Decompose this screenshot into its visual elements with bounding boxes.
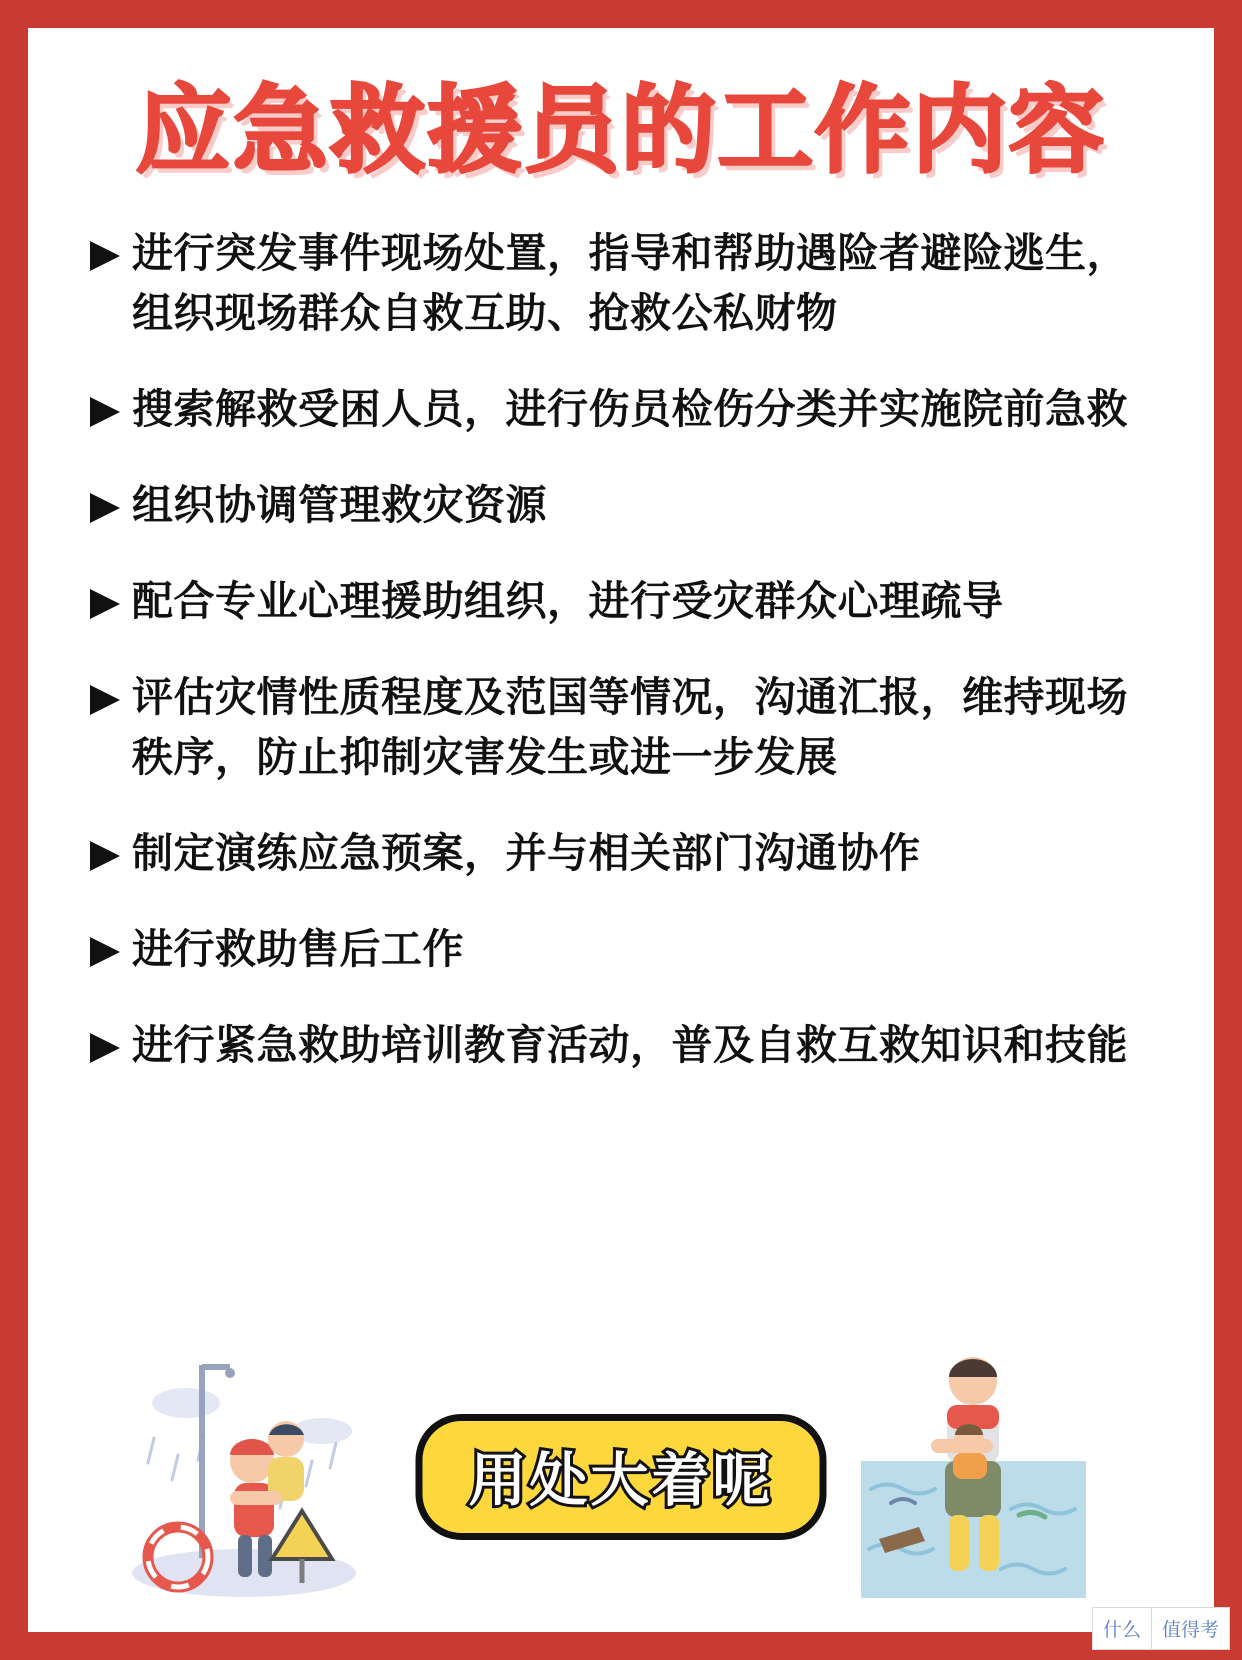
list-item-label: 评估灾情性质程度及范国等情况，沟通汇报，维持现场秩序，防止抑制灾害发生或进一步发展 [132, 672, 1128, 781]
list-item [88, 379, 1158, 439]
badge-label: 用处大着呢 [415, 1414, 826, 1540]
list-item-label: 配合专业心理援助组织，进行受灾群众心理疏导 [132, 576, 1004, 625]
list-item [88, 823, 1158, 883]
list-item [88, 667, 1158, 787]
triangle-bullet-icon [88, 571, 132, 621]
list-item [88, 919, 1158, 979]
watermark-part-one: 什么 [1102, 1619, 1141, 1641]
page-title: 应急救援员的工作内容 [135, 76, 1106, 186]
list-item-label: 组织协调管理救灾资源 [132, 480, 547, 529]
list-item-label: 搜索解救受困人员，进行伤员检伤分类并实施院前急救 [132, 384, 1128, 433]
rescue-in-rain-illustration [126, 1343, 366, 1598]
triangle-bullet-icon [88, 379, 132, 429]
watermark [1092, 1607, 1230, 1650]
list-item [88, 571, 1158, 631]
duties-list [28, 223, 1214, 1075]
triangle-bullet-icon [88, 475, 132, 525]
list-item-label: 进行突发事件现场处置，指导和帮助遇险者避险逃生，组织现场群众自救互助、抢救公私财物 [132, 228, 1128, 337]
triangle-bullet-icon [88, 823, 132, 873]
rescue-in-flood-illustration [861, 1343, 1086, 1598]
list-item-label: 进行紧急救助培训教育活动，普及自救互救知识和技能 [132, 1020, 1128, 1069]
triangle-bullet-icon [88, 223, 132, 273]
list-item [88, 475, 1158, 535]
list-item [88, 223, 1158, 343]
illustration-row [28, 1332, 1214, 1632]
watermark-part-two: 值得考 [1151, 1608, 1229, 1649]
triangle-bullet-icon [88, 919, 132, 969]
triangle-bullet-icon [88, 1015, 132, 1065]
poster-card [28, 28, 1214, 1632]
list-item-label: 制定演练应急预案，并与相关部门沟通协作 [132, 828, 921, 877]
list-item-label: 进行救助售后工作 [132, 924, 464, 973]
list-item [88, 1015, 1158, 1075]
triangle-bullet-icon [88, 667, 132, 717]
